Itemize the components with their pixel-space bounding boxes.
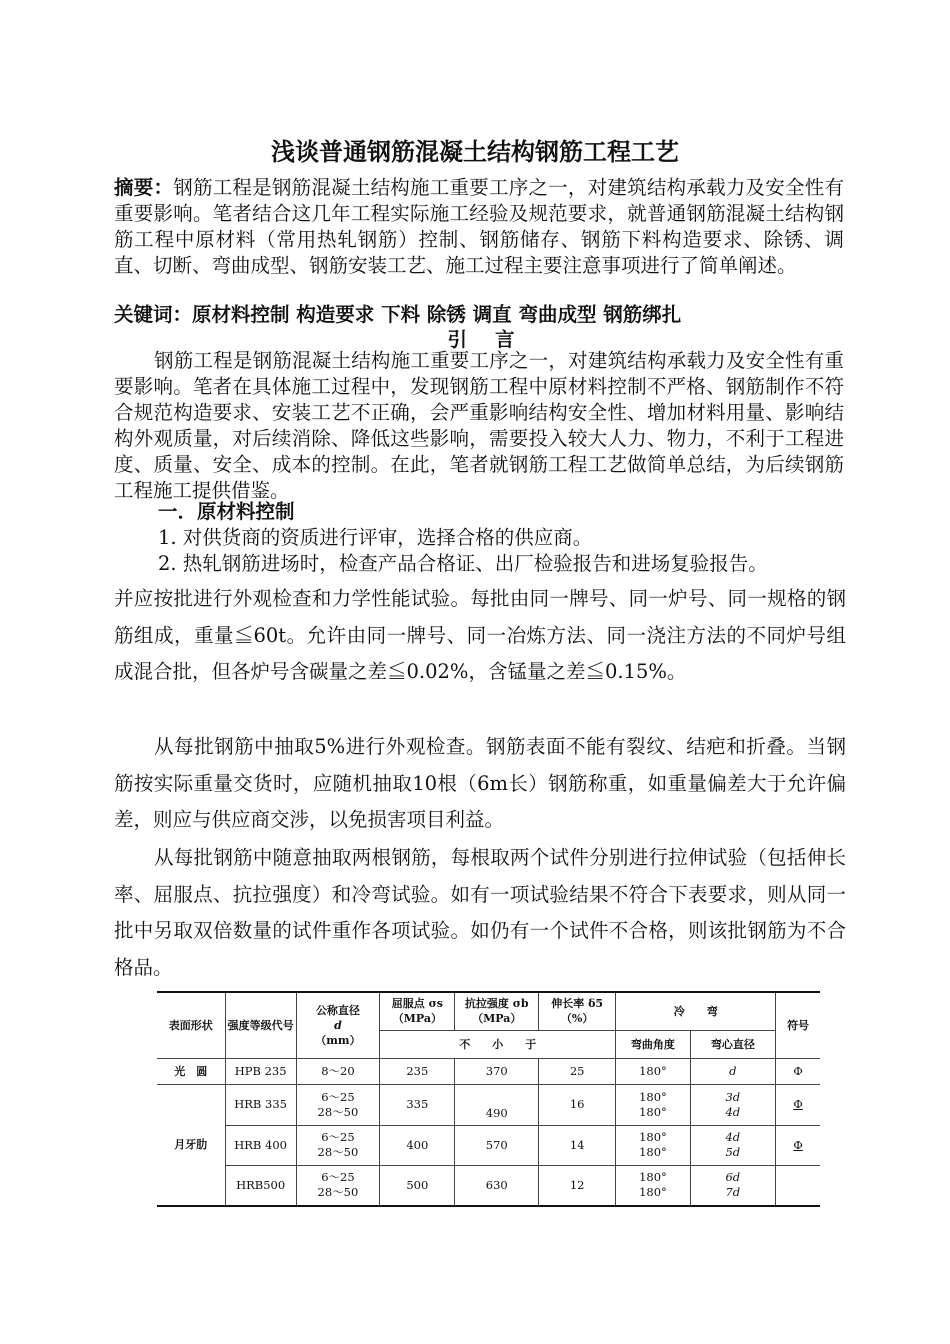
cell-elongation: 25 bbox=[538, 1058, 615, 1084]
cell-yield: 500 bbox=[380, 1165, 455, 1206]
section-heading-raw-materials: 一．原材料控制 bbox=[158, 500, 295, 523]
cell-surface-round: 光 圆 bbox=[157, 1058, 225, 1084]
intro-heading: 引言 bbox=[447, 328, 543, 351]
table-row bbox=[157, 1165, 820, 1206]
cell-elongation: 16 bbox=[538, 1084, 615, 1125]
cell-core-diameter: d bbox=[690, 1058, 776, 1084]
list-item-1: 1. 对供货商的资质进行评审，选择合格的供应商。 bbox=[158, 526, 593, 549]
cell-tensile: 630 bbox=[455, 1165, 539, 1206]
cell-elongation: 12 bbox=[538, 1165, 615, 1206]
cell-diameter: 6～25 28～50 bbox=[296, 1165, 380, 1206]
cell-surface-crescent-rib: 月牙肋 bbox=[157, 1084, 225, 1206]
header-tensile-strength: 抗拉强度 σb （MPa） bbox=[455, 992, 539, 1030]
document-title: 浅谈普通钢筋混凝土结构钢筋工程工艺 bbox=[271, 137, 679, 166]
cell-elongation: 14 bbox=[538, 1125, 615, 1165]
header-yield-point: 屈服点 σs （MPa） bbox=[380, 992, 455, 1030]
header-nominal-diameter: 公称直径 d （mm） bbox=[296, 992, 380, 1058]
cell-grade: HPB 235 bbox=[225, 1058, 296, 1084]
cell-diameter: 8～20 bbox=[296, 1058, 380, 1084]
header-surface-shape: 表面形状 bbox=[157, 992, 225, 1058]
header-core-diameter: 弯心直径 bbox=[690, 1030, 776, 1058]
cell-bend-angle: 180° bbox=[616, 1058, 690, 1084]
rebar-spec-table bbox=[157, 991, 820, 1207]
cell-yield: 235 bbox=[380, 1058, 455, 1084]
cell-symbol: Φ bbox=[776, 1058, 820, 1084]
cell-bend-angle: 180° 180° bbox=[616, 1125, 690, 1165]
paragraph-appearance-check: 从每批钢筋中抽取5%进行外观检查。钢筋表面不能有裂纹、结疤和折叠。当钢筋按实际重量交货时，应随机抽取10根（6m长）钢筋称重，如重量偏差大于允许偏差，则应与供应商交涉，以免损害项目利益。 bbox=[114, 735, 846, 831]
abstract-text: 钢筋工程是钢筋混凝土结构施工重要工序之一，对建筑结构承载力及安全性有重要影响。笔者结合这几年工程实际施工经验及规范要求，就普通钢筋混凝土结构钢筋工程中原材料（常用热轧钢筋）控制、钢筋储存、钢筋下料构造要求、除锈、调直、切断、弯曲成型、钢筋安装工艺、施工过程主要注意事项进行了简单阐述。 bbox=[114, 176, 844, 277]
cell-diameter: 6～25 28～50 bbox=[296, 1084, 380, 1125]
cell-tensile: 490 bbox=[455, 1084, 539, 1125]
cell-tensile: 370 bbox=[455, 1058, 539, 1084]
cell-yield: 400 bbox=[380, 1125, 455, 1165]
abstract-paragraph bbox=[114, 175, 844, 279]
cell-grade: HRB500 bbox=[225, 1165, 296, 1206]
header-bend-angle: 弯曲角度 bbox=[616, 1030, 690, 1058]
header-elongation: 伸长率 δ5 （%） bbox=[538, 992, 615, 1030]
cell-yield: 335 bbox=[380, 1084, 455, 1125]
cell-grade: HRB 400 bbox=[225, 1125, 296, 1165]
cell-core-diameter: 3d 4d bbox=[690, 1084, 776, 1125]
cell-core-diameter: 4d 5d bbox=[690, 1125, 776, 1165]
table-row bbox=[157, 1058, 820, 1084]
header-not-less-than: 不 小 于 bbox=[380, 1030, 616, 1058]
cell-symbol bbox=[776, 1165, 820, 1206]
cell-grade: HRB 335 bbox=[225, 1084, 296, 1125]
cell-bend-angle: 180° 180° bbox=[616, 1165, 690, 1206]
table-row bbox=[157, 1084, 820, 1125]
list-item-2: 2. 热轧钢筋进场时，检查产品合格证、出厂检验报告和进场复验报告。 bbox=[158, 552, 768, 575]
cell-bend-angle: 180° 180° bbox=[616, 1084, 690, 1125]
cell-symbol: Φ bbox=[776, 1125, 820, 1165]
table-row bbox=[157, 1125, 820, 1165]
abstract-label: 摘要： bbox=[114, 176, 174, 199]
paragraph-mechanical-tests: 从每批钢筋中随意抽取两根钢筋，每根取两个试件分别进行拉伸试验（包括伸长率、屈服点、抗拉强度）和冷弯试验。如有一项试验结果不符合下表要求，则从同一批中另取双倍数量的试件重作各项试验。如仍有一个试件不合格，则该批钢筋为不合格品。 bbox=[114, 846, 846, 979]
cell-core-diameter: 6d 7d bbox=[690, 1165, 776, 1206]
cell-diameter: 6～25 28～50 bbox=[296, 1125, 380, 1165]
header-grade: 强度等级代号 bbox=[225, 992, 296, 1058]
cell-tensile: 570 bbox=[455, 1125, 539, 1165]
header-cold-bend: 冷 弯 bbox=[616, 992, 776, 1030]
keywords-line: 关键词：原材料控制 构造要求 下料 除锈 调直 弯曲成型 钢筋绑扎 bbox=[114, 303, 682, 326]
cell-symbol: Φ bbox=[776, 1084, 820, 1125]
header-symbol: 符号 bbox=[776, 992, 820, 1058]
paragraph-batch-inspection: 并应按批进行外观检查和力学性能试验。每批由同一牌号、同一炉号、同一规格的钢筋组成，重量≦60t。允许由同一牌号、同一冶炼方法、同一浇注方法的不同炉号组成混合批，但各炉号含碳量之差≦0.02%，含锰量之差≦0.15%。 bbox=[114, 587, 846, 683]
intro-paragraph: 钢筋工程是钢筋混凝土结构施工重要工序之一，对建筑结构承载力及安全性有重要影响。笔者在具体施工过程中，发现钢筋工程中原材料控制不严格、钢筋制作不符合规范构造要求、安装工艺不正确，会严重影响结构安全性、增加材料用量、影响结构外观质量，对后续消除、降低这些影响，需要投入较大人力、物力，不利于工程进度、质量、安全、成本的控制。在此，笔者就钢筋工程工艺做简单总结，为后续钢筋工程施工提供借鉴。 bbox=[114, 349, 844, 502]
